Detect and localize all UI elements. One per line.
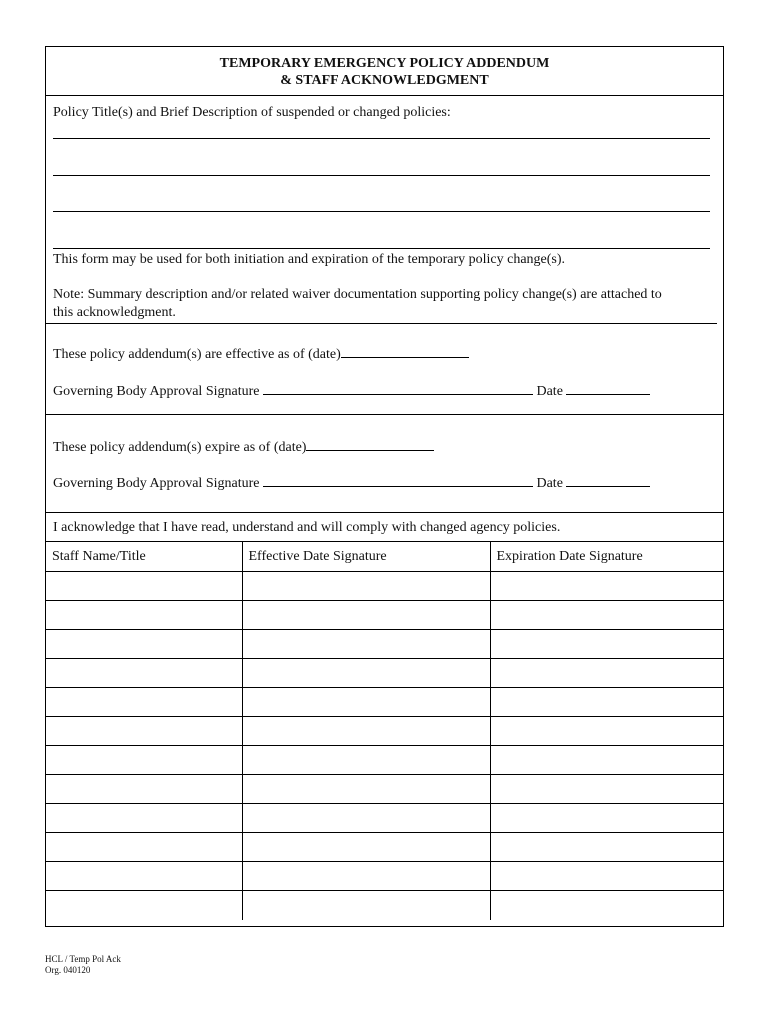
expiration-signature-cell[interactable] <box>490 775 723 804</box>
expire-signature-row <box>53 472 650 492</box>
form-title-line2: & STAFF ACKNOWLEDGMENT <box>280 73 489 88</box>
expiration-signature-cell[interactable] <box>490 688 723 717</box>
staff-acknowledgment-table <box>46 541 723 920</box>
staff-table-row <box>46 572 723 601</box>
effective-signature-cell[interactable] <box>242 630 490 659</box>
attachment-note-line2: this acknowledgment. <box>53 305 176 320</box>
effective-signature-cell[interactable] <box>242 862 490 891</box>
column-header-effective-signature: Effective Date Signature <box>242 542 490 572</box>
staff-name-cell[interactable] <box>46 572 242 601</box>
effective-signature-label: Governing Body Approval Signature <box>53 384 260 399</box>
staff-table-row <box>46 804 723 833</box>
staff-table-row <box>46 833 723 862</box>
policy-addendum-form <box>45 46 724 927</box>
staff-name-cell[interactable] <box>46 833 242 862</box>
staff-table-header-row <box>46 542 723 572</box>
expire-date-field[interactable] <box>306 436 434 451</box>
staff-name-cell[interactable] <box>46 746 242 775</box>
expiration-signature-cell[interactable] <box>490 746 723 775</box>
footer-form-code: HCL / Temp Pol Ack <box>45 954 121 964</box>
expire-date-label-2: Date <box>536 476 563 491</box>
expiration-signature-cell[interactable] <box>490 891 723 920</box>
expiration-signature-cell[interactable] <box>490 862 723 891</box>
expire-signature-field[interactable] <box>263 472 533 487</box>
expiration-signature-cell[interactable] <box>490 659 723 688</box>
effective-approval-date-field[interactable] <box>566 380 650 395</box>
staff-name-cell[interactable] <box>46 804 242 833</box>
staff-table-row <box>46 659 723 688</box>
effective-date-row <box>53 343 469 363</box>
staff-name-cell[interactable] <box>46 775 242 804</box>
staff-name-cell[interactable] <box>46 717 242 746</box>
expiration-signature-cell[interactable] <box>490 630 723 659</box>
policy-description-line-3[interactable] <box>53 211 710 212</box>
staff-name-cell[interactable] <box>46 688 242 717</box>
effective-signature-cell[interactable] <box>242 746 490 775</box>
staff-name-cell[interactable] <box>46 659 242 688</box>
effective-date-label-2: Date <box>536 384 563 399</box>
effective-signature-cell[interactable] <box>242 833 490 862</box>
attachment-note-line1: Note: Summary description and/or related waiver documentation supporting policy change(s) are attached to <box>53 287 662 302</box>
expire-date-row <box>53 436 434 456</box>
policy-description-line-2[interactable] <box>53 175 710 176</box>
staff-name-cell[interactable] <box>46 630 242 659</box>
effective-signature-cell[interactable] <box>242 688 490 717</box>
effective-signature-row <box>53 380 650 400</box>
form-title <box>46 47 723 96</box>
staff-table-row <box>46 746 723 775</box>
staff-name-cell[interactable] <box>46 891 242 920</box>
staff-name-cell[interactable] <box>46 601 242 630</box>
staff-name-cell[interactable] <box>46 862 242 891</box>
staff-table-row <box>46 862 723 891</box>
effective-signature-cell[interactable] <box>242 601 490 630</box>
expire-date-label: These policy addendum(s) expire as of (date) <box>53 440 307 455</box>
effective-signature-cell[interactable] <box>242 804 490 833</box>
effective-signature-cell[interactable] <box>242 775 490 804</box>
column-header-expiration-signature: Expiration Date Signature <box>490 542 723 572</box>
staff-table-row <box>46 630 723 659</box>
staff-table-row <box>46 688 723 717</box>
expire-approval-date-field[interactable] <box>566 472 650 487</box>
expiration-signature-cell[interactable] <box>490 833 723 862</box>
effective-signature-cell[interactable] <box>242 717 490 746</box>
expiration-signature-cell[interactable] <box>490 572 723 601</box>
policy-description-line-1[interactable] <box>53 138 710 139</box>
policy-description-line-4[interactable] <box>53 248 710 249</box>
expiration-signature-cell[interactable] <box>490 804 723 833</box>
section-divider <box>46 323 717 324</box>
staff-table-row <box>46 717 723 746</box>
effective-signature-field[interactable] <box>263 380 533 395</box>
expiration-signature-cell[interactable] <box>490 717 723 746</box>
section-divider-2 <box>46 414 723 415</box>
effective-date-label: These policy addendum(s) are effective as of (date) <box>53 347 341 362</box>
effective-date-field[interactable] <box>341 343 469 358</box>
form-title-line1: TEMPORARY EMERGENCY POLICY ADDENDUM <box>219 56 550 71</box>
expire-signature-label: Governing Body Approval Signature <box>53 476 260 491</box>
effective-signature-cell[interactable] <box>242 659 490 688</box>
footer-org-date: Org. 040120 <box>45 965 91 975</box>
staff-table-row <box>46 775 723 804</box>
effective-signature-cell[interactable] <box>242 891 490 920</box>
expiration-signature-cell[interactable] <box>490 601 723 630</box>
section-divider-3 <box>46 512 723 513</box>
acknowledgment-statement: I acknowledge that I have read, understand and will comply with changed agency policies. <box>53 520 561 535</box>
staff-table-row <box>46 891 723 920</box>
form-footer <box>45 954 121 976</box>
usage-note: This form may be used for both initiation and expiration of the temporary policy change(s). <box>53 252 566 267</box>
policy-description-label: Policy Title(s) and Brief Description of suspended or changed policies: <box>53 105 451 120</box>
effective-signature-cell[interactable] <box>242 572 490 601</box>
staff-table-row <box>46 601 723 630</box>
column-header-staff-name: Staff Name/Title <box>46 542 242 572</box>
